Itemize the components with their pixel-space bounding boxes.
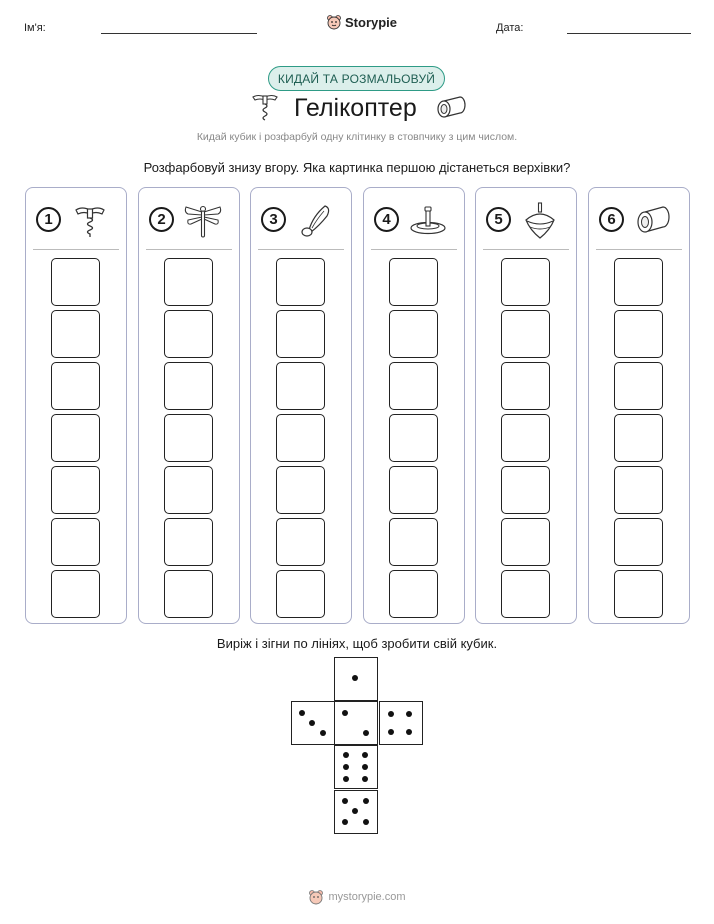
dragonfly-icon	[183, 200, 223, 240]
pip	[362, 752, 368, 758]
die-face-5	[334, 790, 378, 834]
color-cell[interactable]	[164, 570, 213, 618]
color-cell[interactable]	[276, 570, 325, 618]
color-cell[interactable]	[51, 466, 100, 514]
pip	[363, 730, 369, 736]
instruction: Розфарбовуй знизу вгору. Яка картинка першою дістанеться верхівки?	[143, 160, 571, 175]
storypie-mascot-icon	[326, 14, 342, 30]
color-cell[interactable]	[276, 362, 325, 410]
color-cell[interactable]	[501, 310, 550, 358]
color-cell[interactable]	[614, 362, 663, 410]
color-cell[interactable]	[501, 518, 550, 566]
color-cell[interactable]	[51, 310, 100, 358]
spinning-top-icon	[520, 200, 560, 240]
column-6	[588, 187, 690, 624]
pip	[299, 710, 305, 716]
color-cell[interactable]	[276, 518, 325, 566]
date-line[interactable]	[567, 33, 691, 34]
color-cell[interactable]	[614, 466, 663, 514]
color-cell[interactable]	[276, 310, 325, 358]
pip	[363, 819, 369, 825]
maple-seed-icon	[295, 200, 335, 240]
color-cell[interactable]	[389, 570, 438, 618]
pip	[363, 798, 369, 804]
column-5	[475, 187, 577, 624]
color-cell[interactable]	[501, 414, 550, 462]
color-cell[interactable]	[389, 258, 438, 306]
date-label: Дата:	[496, 22, 524, 34]
column-divider	[371, 249, 457, 250]
color-cell[interactable]	[389, 518, 438, 566]
column-1	[25, 187, 127, 624]
color-cell[interactable]	[164, 518, 213, 566]
pip	[343, 752, 349, 758]
footer	[0, 889, 714, 905]
column-number: 5	[486, 207, 511, 232]
column-divider	[596, 249, 682, 250]
pip	[388, 711, 394, 717]
pip	[406, 711, 412, 717]
subtitle: Кидай кубик і розфарбуй одну клітинку в стовпчику з цим числом.	[196, 131, 518, 143]
color-cell[interactable]	[614, 518, 663, 566]
column-number: 4	[374, 207, 399, 232]
column-number: 1	[36, 207, 61, 232]
pip	[342, 819, 348, 825]
color-cell[interactable]	[614, 570, 663, 618]
color-cell[interactable]	[51, 362, 100, 410]
color-cell[interactable]	[164, 362, 213, 410]
brand-logo	[326, 14, 397, 30]
column-number: 3	[261, 207, 286, 232]
cut-instruction: Виріж і зігни по лініях, щоб зробити свій кубик.	[216, 636, 498, 651]
color-cell[interactable]	[276, 466, 325, 514]
color-cell[interactable]	[276, 258, 325, 306]
column-divider	[258, 249, 344, 250]
color-cell[interactable]	[389, 466, 438, 514]
pip	[406, 729, 412, 735]
die-face-6	[334, 745, 378, 789]
name-label: Ім'я:	[24, 22, 46, 34]
die-face-1	[334, 657, 378, 701]
die-face-3	[291, 701, 335, 745]
pip	[343, 776, 349, 782]
storypie-mascot-icon	[308, 889, 324, 905]
color-cell[interactable]	[51, 570, 100, 618]
color-cell[interactable]	[164, 414, 213, 462]
pip	[342, 710, 348, 716]
column-number: 6	[599, 207, 624, 232]
color-cell[interactable]	[164, 466, 213, 514]
color-cell[interactable]	[51, 414, 100, 462]
color-cell[interactable]	[614, 310, 663, 358]
column-4	[363, 187, 465, 624]
pip	[309, 720, 315, 726]
die-face-4	[379, 701, 423, 745]
name-line[interactable]	[101, 33, 257, 34]
pip	[362, 764, 368, 770]
spinning-top-toy-icon	[408, 200, 448, 240]
corkscrew-icon	[70, 200, 110, 240]
pip	[342, 798, 348, 804]
color-cell[interactable]	[164, 258, 213, 306]
color-cell[interactable]	[164, 310, 213, 358]
footer-url[interactable]: mystorypie.com	[328, 891, 406, 903]
corkscrew-title-icon	[250, 90, 280, 124]
color-cell[interactable]	[389, 362, 438, 410]
page-title: Гелікоптер	[294, 94, 417, 122]
color-cell[interactable]	[276, 414, 325, 462]
pip	[352, 808, 358, 814]
pip	[362, 776, 368, 782]
color-cell[interactable]	[389, 310, 438, 358]
die-face-2	[334, 701, 378, 745]
color-cell[interactable]	[614, 414, 663, 462]
column-divider	[483, 249, 569, 250]
color-cell[interactable]	[389, 414, 438, 462]
color-cell[interactable]	[501, 570, 550, 618]
column-divider	[146, 249, 232, 250]
brand-name: Storypie	[345, 14, 398, 30]
column-number: 2	[149, 207, 174, 232]
column-divider	[33, 249, 119, 250]
color-cell[interactable]	[501, 362, 550, 410]
color-cell[interactable]	[51, 518, 100, 566]
color-cell[interactable]	[501, 466, 550, 514]
pip	[320, 730, 326, 736]
column-3	[250, 187, 352, 624]
color-cell[interactable]	[501, 258, 550, 306]
color-cell[interactable]	[614, 258, 663, 306]
paper-roll-icon	[633, 200, 673, 240]
pip	[352, 675, 358, 681]
paper-roll-title-icon	[434, 94, 468, 122]
activity-tag: КИДАЙ ТА РОЗМАЛЬОВУЙ	[268, 66, 445, 91]
color-cell[interactable]	[51, 258, 100, 306]
pip	[343, 764, 349, 770]
pip	[388, 729, 394, 735]
column-2	[138, 187, 240, 624]
